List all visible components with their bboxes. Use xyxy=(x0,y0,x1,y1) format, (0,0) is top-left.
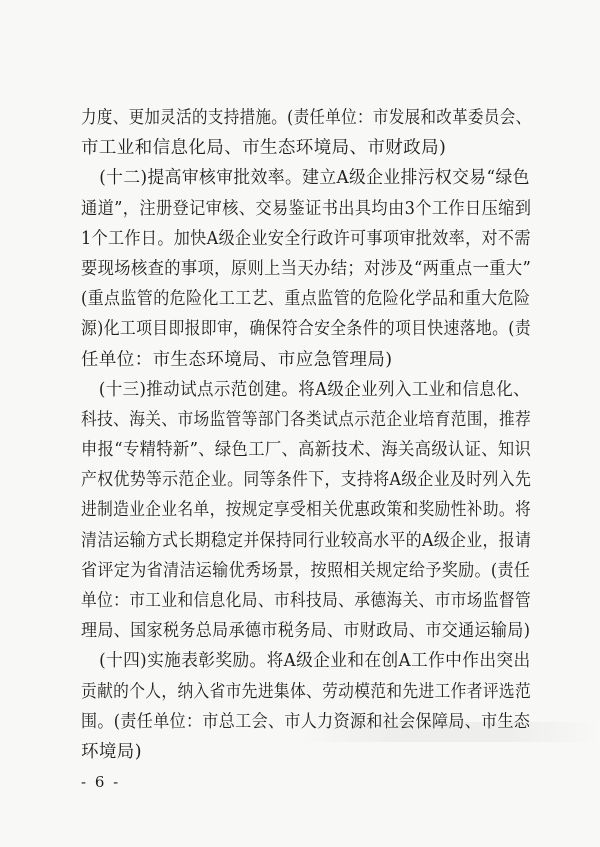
text-line: 任单位：市生态环境局、市应急管理局) xyxy=(81,349,393,370)
text-line: 通道”，注册登记审核、交易鉴证书出具均由3个工作日压缩到 xyxy=(81,198,532,219)
text-line: 进制造业企业名单，按规定享受相关优惠政策和奖励性补助。将 xyxy=(81,500,532,521)
text-line: 清洁运输方式长期稳定并保持同行业较高水平的A级企业，报请 xyxy=(81,530,532,551)
text-line: (重点监管的危险化工工艺、重点监管的危险化学品和重大危险 xyxy=(81,289,531,310)
text-line: 科技、海关、市场监管等部门各类试点示范企业培育范围，推荐 xyxy=(81,409,532,430)
text-line: 市工业和信息化局、市生态环境局、市财政局) xyxy=(81,138,447,159)
page-number: - 6 - xyxy=(81,773,121,791)
body-text xyxy=(81,103,531,767)
text-line: 省评定为省清洁运输优秀场景，按照相关规定给予奖励。(责任 xyxy=(81,560,531,581)
text-line: (十二)提高审核审批效率。建立A级企业排污权交易“绿色 xyxy=(99,168,530,189)
text-line: 环境局) xyxy=(81,741,142,762)
text-line: 产权优势等示范企业。同等条件下，支持将A级企业及时列入先 xyxy=(81,470,532,491)
text-line: 理局、国家税务总局承德市税务局、市财政局、市交通运输局) xyxy=(81,621,531,642)
text-line: 申报“专精特新”、绿色工厂、高新技术、海关高级认证、知识 xyxy=(81,440,532,461)
text-line: 围。(责任单位：市总工会、市人力资源和社会保障局、市生态 xyxy=(81,711,531,732)
text-line: (十三)推动试点示范创建。将A级企业列入工业和信息化、 xyxy=(98,379,530,400)
text-line: 单位：市工业和信息化局、市科技局、承德海关、市市场监督管 xyxy=(81,591,532,611)
text-line: 要现场核查的事项，原则上当天办结；对涉及“两重点一重大” xyxy=(81,258,532,279)
text-line: 源)化工项目即报即审，确保符合安全条件的项目快速落地。(责 xyxy=(81,319,531,340)
text-line: 贡献的个人，纳入省市先进集体、劳动模范和先进工作者评选范 xyxy=(81,681,532,702)
text-line: 1个工作日。加快A级企业安全行政许可事项审批效率，对不需 xyxy=(81,228,531,249)
text-line: 力度、更加灵活的支持措施。(责任单位：市发展和改革委员会、 xyxy=(81,108,532,128)
text-line: (十四)实施表彰奖励。将A级企业和在创A工作中作出突出 xyxy=(99,651,531,672)
